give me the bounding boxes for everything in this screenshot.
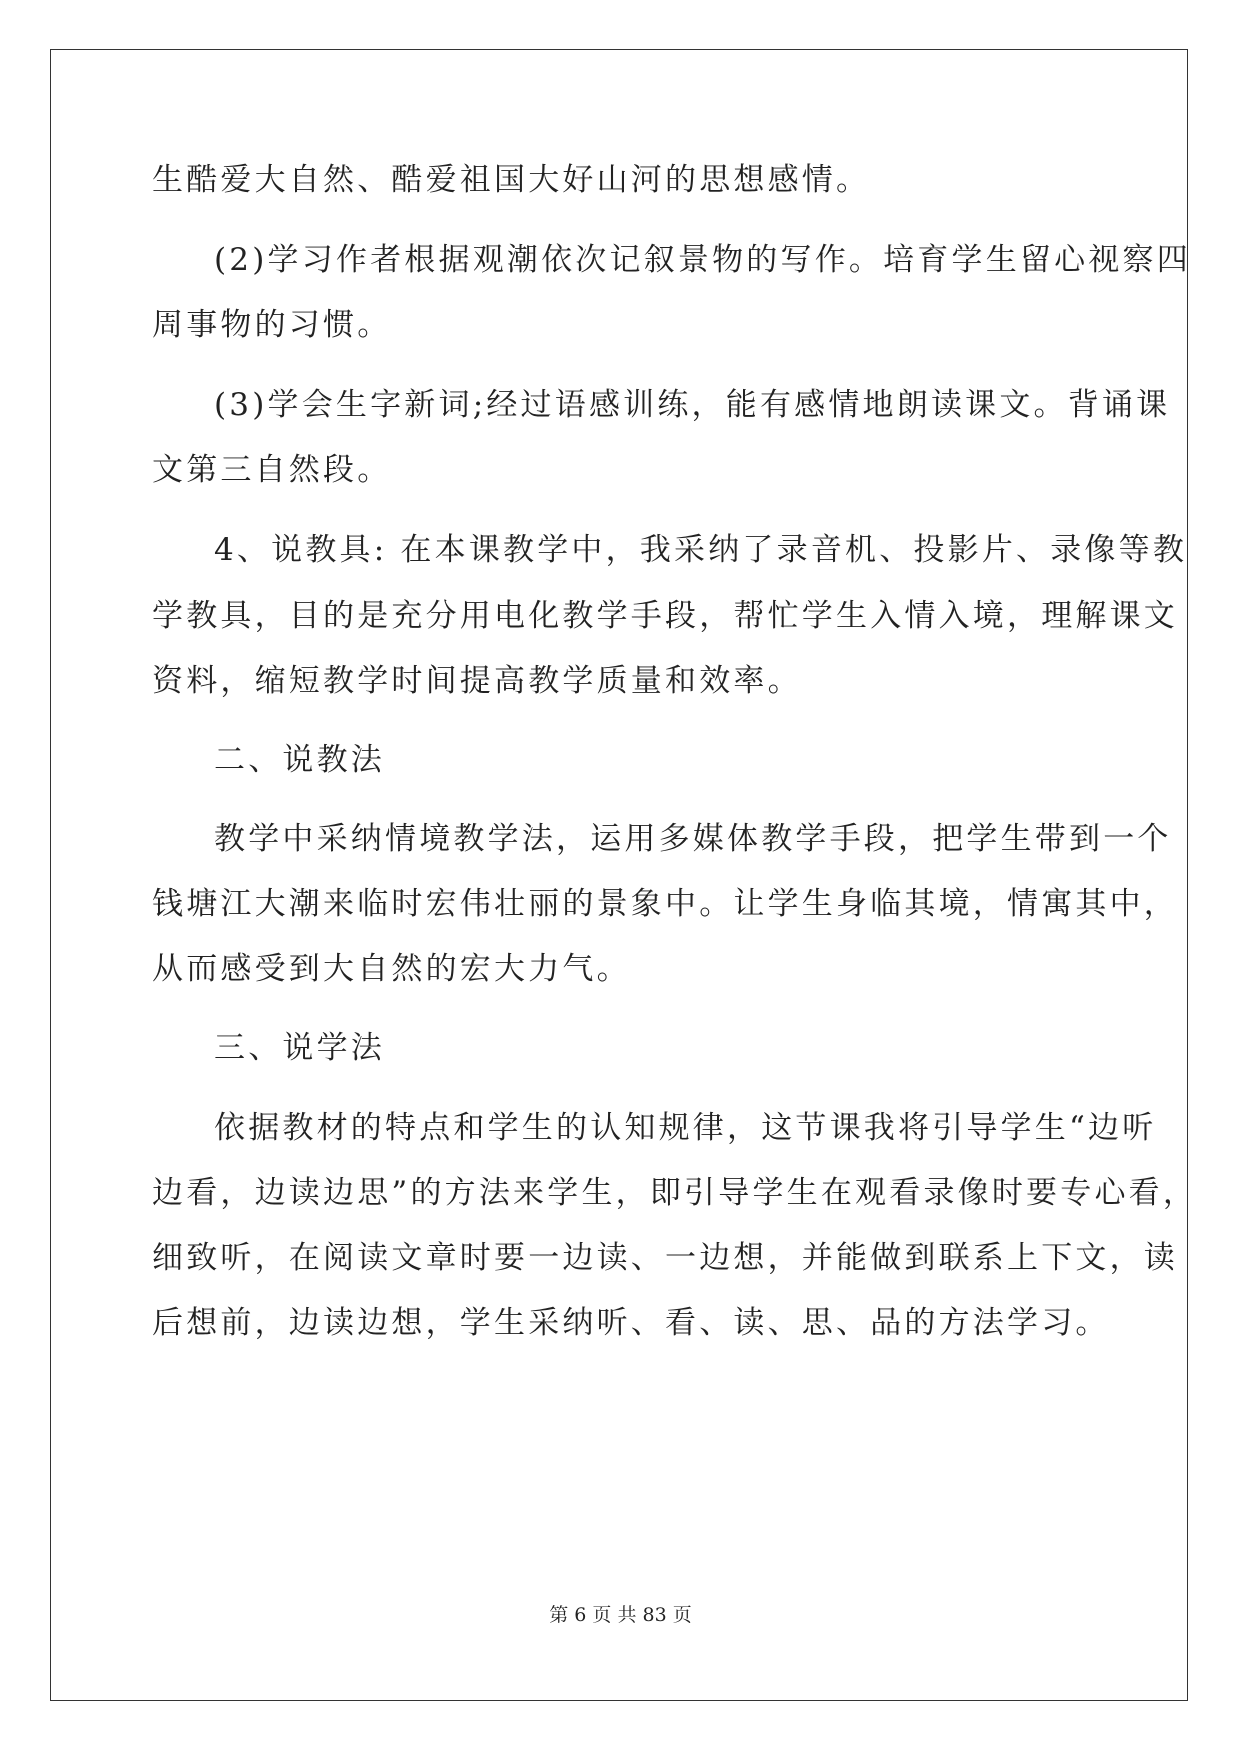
text-line: 学教具，目的是充分用电化教学手段，帮忙学生入情入境，理解课文 (152, 598, 1178, 634)
text-line: 细致听，在阅读文章时要一边读、一边想，并能做到联系上下文，读 (152, 1240, 1178, 1276)
page-border (50, 49, 1188, 1701)
text-line: 教学中采纳情境教学法，运用多媒体教学手段，把学生带到一个 (214, 821, 1172, 857)
text-line: 后想前，边读边想，学生采纳听、看、读、思、品的方法学习。 (152, 1305, 1110, 1341)
section-heading: 三、说学法 (214, 1030, 385, 1066)
text-line: 边看，边读边思”的方法来学生，即引导学生在观看录像时要专心看， (152, 1175, 1198, 1211)
text-line: (3)学会生字新词;经过语感训练，能有感情地朗读课文。背诵课 (214, 387, 1171, 423)
text-line: 文第三自然段。 (152, 452, 392, 488)
text-line: 依据教材的特点和学生的认知规律，这节课我将引导学生“边听 (214, 1110, 1157, 1146)
text-line: 4、说教具: 在本课教学中，我采纳了录音机、投影片、录像等教 (214, 532, 1188, 568)
text-line: (2)学习作者根据观潮依次记叙景物的写作。培育学生留心视察四 (214, 242, 1191, 278)
text-line: 生酷爱大自然、酷爱祖国大好山河的思想感情。 (152, 162, 871, 198)
page-number-footer: 第 6 页 共 83 页 (549, 1604, 692, 1626)
text-line: 周事物的习惯。 (152, 307, 392, 343)
section-heading: 二、说教法 (214, 742, 385, 778)
text-line: 从而感受到大自然的宏大力气。 (152, 951, 631, 987)
text-line: 钱塘江大潮来临时宏伟壮丽的景象中。让学生身临其境，情寓其中， (152, 886, 1178, 922)
text-line: 资料，缩短教学时间提高教学质量和效率。 (152, 663, 802, 699)
